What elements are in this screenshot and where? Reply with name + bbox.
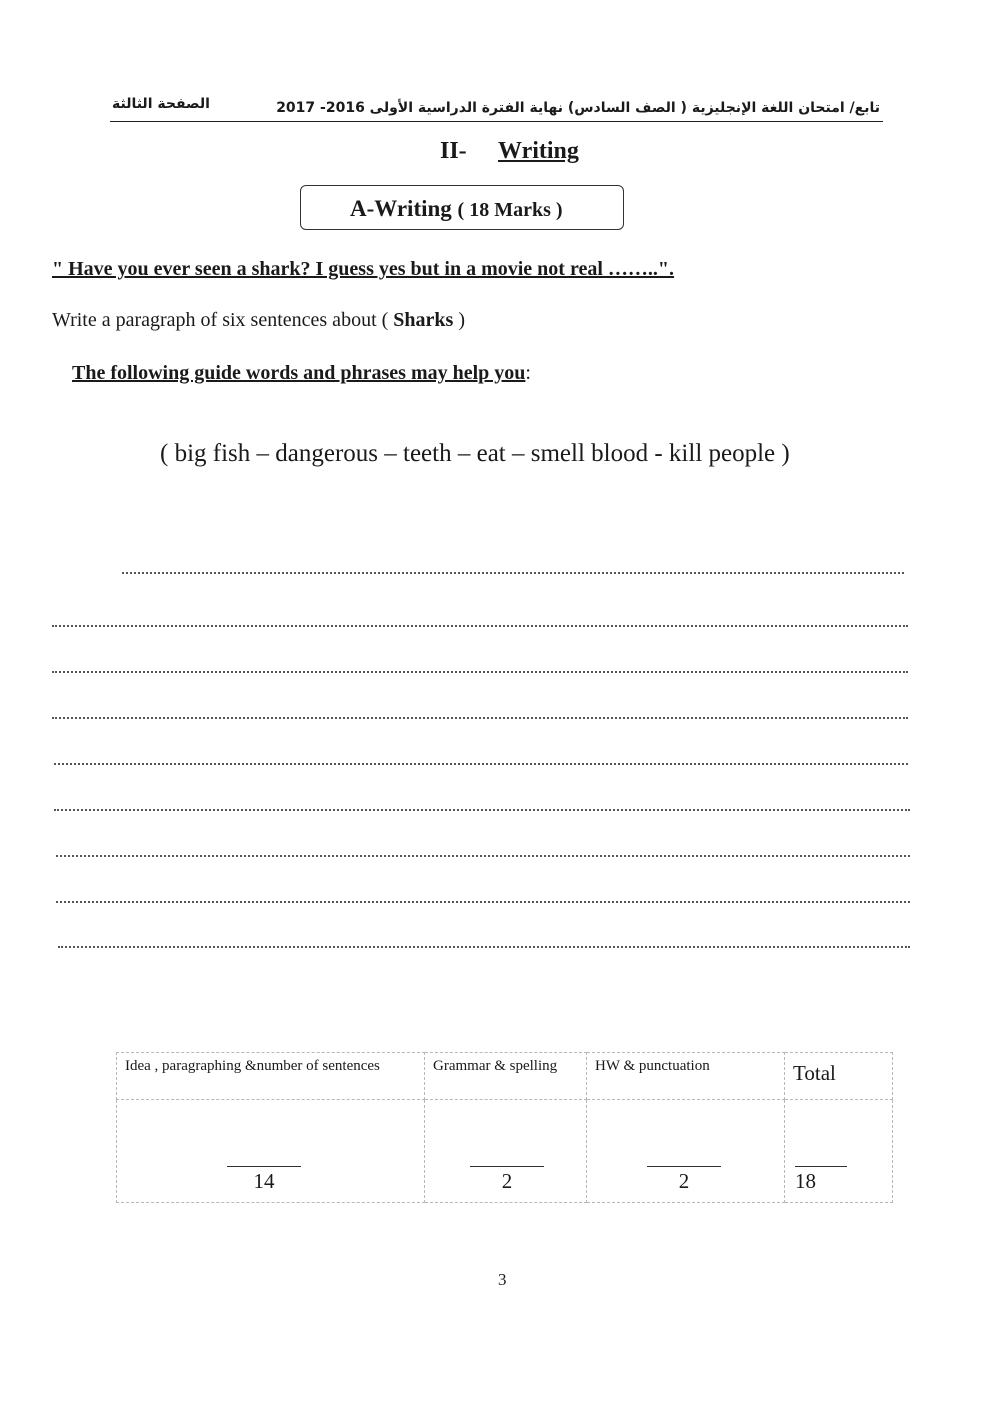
writing-instruction	[52, 309, 465, 332]
header-divider	[110, 121, 883, 122]
guide-heading-text: The following guide words and phrases may help you	[72, 362, 526, 384]
writing-line[interactable]	[54, 763, 908, 765]
writing-line[interactable]	[56, 855, 910, 857]
shark-quote: " Have you ever seen a shark? I guess yes but in a movie not real ……..".	[52, 258, 675, 280]
writing-line[interactable]	[54, 809, 910, 811]
rubric-header-cell	[785, 1053, 893, 1100]
instruction-text: Write a paragraph of six sentences about (	[52, 309, 389, 331]
writing-line[interactable]	[52, 671, 908, 673]
writing-line[interactable]	[56, 901, 910, 903]
instruction-topic: Sharks	[393, 309, 454, 331]
rubric-header-cell	[587, 1053, 785, 1100]
rubric-criterion-label: Idea , paragraphing &number of sentences	[125, 1058, 380, 1074]
guide-words: ( big fish – dangerous – teeth – eat – smell blood - kill people )	[160, 440, 790, 467]
rubric-table	[116, 1052, 893, 1203]
rubric-criterion-label: Grammar & spelling	[433, 1058, 558, 1074]
rubric-max-score: 2	[647, 1166, 721, 1194]
writing-line[interactable]	[52, 717, 908, 719]
guide-heading-colon: :	[525, 362, 531, 384]
rubric-max-score: 14	[227, 1166, 301, 1194]
exam-title: تابع/ امتحان اللغة الإنجليزية ( الصف السادس) نهاية الفترة الدراسية الأولى 2016- 2017	[276, 100, 880, 116]
rubric-score-cell[interactable]	[117, 1100, 425, 1203]
guide-heading	[72, 362, 531, 385]
rubric-score-row	[117, 1100, 893, 1203]
writing-marks-value: ( 18 Marks )	[457, 199, 563, 221]
section-title: Writing	[498, 138, 579, 164]
rubric-max-score: 2	[470, 1166, 544, 1194]
rubric-score-cell[interactable]	[785, 1100, 893, 1203]
writing-line[interactable]	[122, 572, 904, 574]
rubric-header-row	[117, 1053, 893, 1100]
writing-part-label: A-Writing	[350, 196, 452, 221]
page-label: الصفحة الثالثة	[112, 96, 210, 112]
page-number: 3	[498, 1270, 507, 1289]
rubric-score-cell[interactable]	[587, 1100, 785, 1203]
writing-marks-label	[350, 196, 563, 222]
writing-line[interactable]	[52, 625, 908, 627]
rubric-header-cell	[117, 1053, 425, 1100]
rubric-total-label: Total	[793, 1061, 836, 1085]
rubric-score-cell[interactable]	[425, 1100, 587, 1203]
rubric-header-cell	[425, 1053, 587, 1100]
writing-line[interactable]	[58, 946, 910, 948]
rubric-criterion-label: HW & punctuation	[595, 1058, 710, 1074]
instruction-close: )	[458, 309, 465, 331]
section-number: II-	[440, 138, 467, 164]
rubric-total-score: 18	[795, 1166, 847, 1194]
